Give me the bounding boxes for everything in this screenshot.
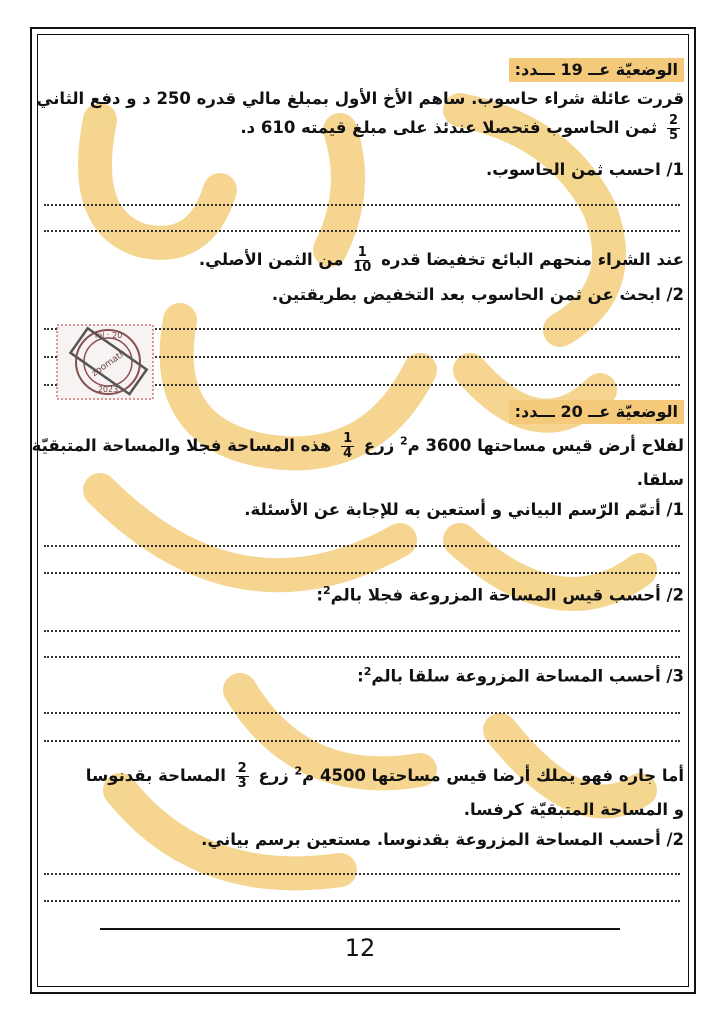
section-20-intro-line-2: سلقا. xyxy=(636,470,684,489)
section-20-question-1: 1/ أتمّم الرّسم البياني و أستعين به للإجابة عن الأسئلة. xyxy=(244,500,684,519)
section-19-question-2: 2/ ابحث عن ثمن الحاسوب بعد التخفيض بطريقتين. xyxy=(271,285,684,304)
section-19-intro-line-2: $\frac{2}{5}$ ثمن الحاسوب فتحصلا عندئذ على مبلغ قيمته 610 د. xyxy=(240,113,678,143)
section-20-header: الوضعيّة عــ 20 ـــدد: xyxy=(509,400,684,424)
answer-line xyxy=(44,630,680,632)
stamp-seal xyxy=(56,324,154,400)
fraction-one-quarter: $\frac{1}{4}$ xyxy=(343,431,353,461)
answer-line xyxy=(44,230,680,232)
section-19-intro-line-1: قررت عائلة شراء حاسوب. ساهم الأخ الأول بمبلغ مالي قدره 250 د و دفع الثاني xyxy=(36,89,684,108)
answer-line xyxy=(44,873,680,875)
section-20-question-3: 3/ أحسب المساحة المزروعة سلقا بالم$^2$: xyxy=(357,665,684,686)
svg-text:2023: 2023 xyxy=(97,385,119,394)
svg-text:Tel : 20: Tel : 20 xyxy=(93,331,123,340)
answer-line xyxy=(44,545,680,547)
answer-line xyxy=(44,740,680,742)
section-19-discount-line: عند الشراء منحهم البائع تخفيضا قدره $\frac{1}{10}$ من الثمن الأصلي. xyxy=(198,245,684,275)
answer-line xyxy=(44,900,680,902)
section-20-neighbor-line-1: أما جاره فهو يملك أرضا قيس مساحتها 4500 م$^2$ زرع $\frac{2}{3}$ المساحة بقدنوسا xyxy=(85,761,684,791)
answer-line xyxy=(44,572,680,574)
page-number: 12 xyxy=(344,934,376,962)
footer-rule xyxy=(100,928,620,930)
section-20-question-4: 2/ أحسب المساحة المزروعة بقدنوسا. مستعين برسم بياني. xyxy=(201,830,684,849)
section-20-neighbor-line-2: و المساحة المتبقيّة كرفسا. xyxy=(463,800,684,819)
answer-line xyxy=(44,656,680,658)
answer-line xyxy=(44,204,680,206)
fraction-one-tenth: $\frac{1}{10}$ xyxy=(353,245,372,275)
fraction-two-fifths: $\frac{2}{5}$ xyxy=(668,113,678,143)
section-20-question-2: 2/ أحسب قيس المساحة المزروعة فجلا بالم$^2$: xyxy=(316,584,684,605)
section-20-intro-line-1: لفلاح أرض قيس مساحتها 3600 م$^2$ زرع $\frac{1}{4}$ هذه المساحة فجلا والمساحة المتبقيّة xyxy=(31,431,684,461)
svg-text:zoomath: zoomath xyxy=(90,348,129,379)
answer-line xyxy=(44,712,680,714)
section-19-header: الوضعيّة عــ 19 ـــدد: xyxy=(509,58,684,82)
fraction-two-thirds: $\frac{2}{3}$ xyxy=(237,761,247,791)
section-19-question-1: 1/ احسب ثمن الحاسوب. xyxy=(485,160,684,179)
